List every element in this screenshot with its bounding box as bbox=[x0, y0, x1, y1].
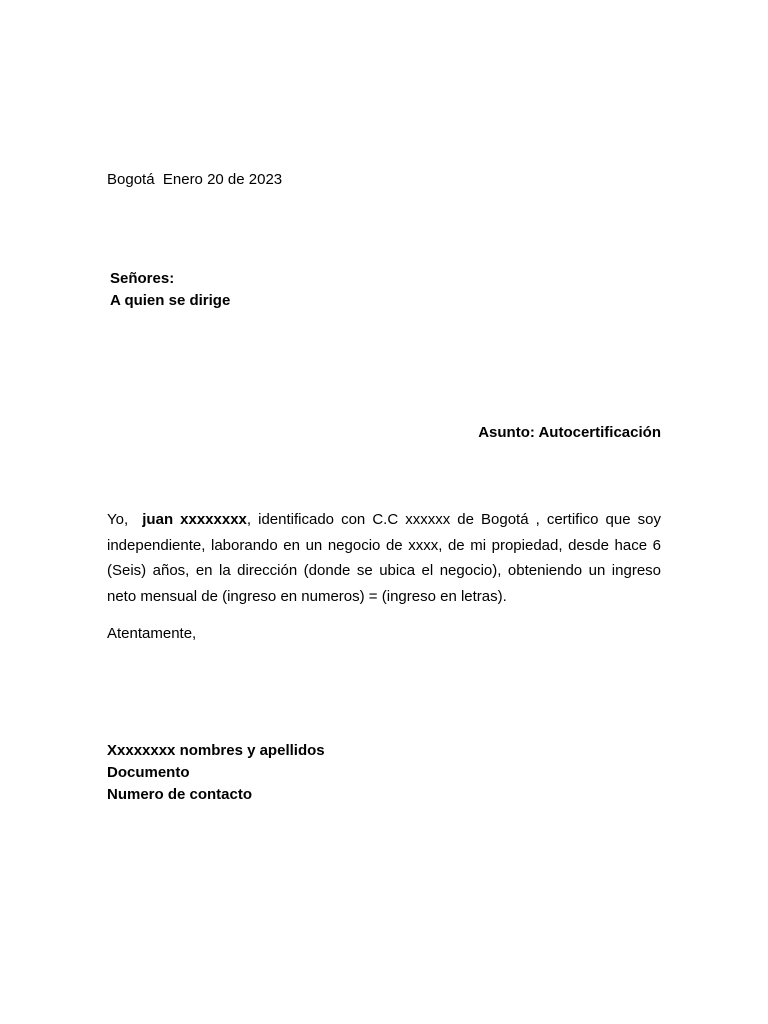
recipient-salutation: Señores: bbox=[110, 270, 175, 287]
letter-subject: Asunto: Autocertificación bbox=[478, 424, 661, 441]
body-name: juan xxxxxxxx bbox=[142, 511, 247, 528]
letter-closing: Atentamente, bbox=[107, 625, 197, 642]
signature-document: Documento bbox=[107, 764, 190, 781]
body-text: , identificado con C.C xxxxxx de Bogotá , certifico que soy independiente, laborando en un negocio de xxxx, de mi propiedad, desde hace 6 (Seis) años, en la dirección (donde se ubica el negocio), obteniendo un ingreso neto mensual de (ingreso en numeros) = (ingreso en letras). bbox=[107, 511, 661, 605]
body-prefix: Yo, bbox=[107, 511, 143, 528]
signature-contact: Numero de contacto bbox=[107, 786, 253, 803]
signature-name: Xxxxxxxx nombres y apellidos bbox=[107, 742, 325, 759]
recipient-addressee: A quien se dirige bbox=[110, 292, 231, 309]
signature-block bbox=[107, 740, 325, 806]
letter-date: Bogotá Enero 20 de 2023 bbox=[107, 171, 283, 188]
letter-body bbox=[107, 507, 661, 609]
recipient-block bbox=[110, 268, 230, 312]
